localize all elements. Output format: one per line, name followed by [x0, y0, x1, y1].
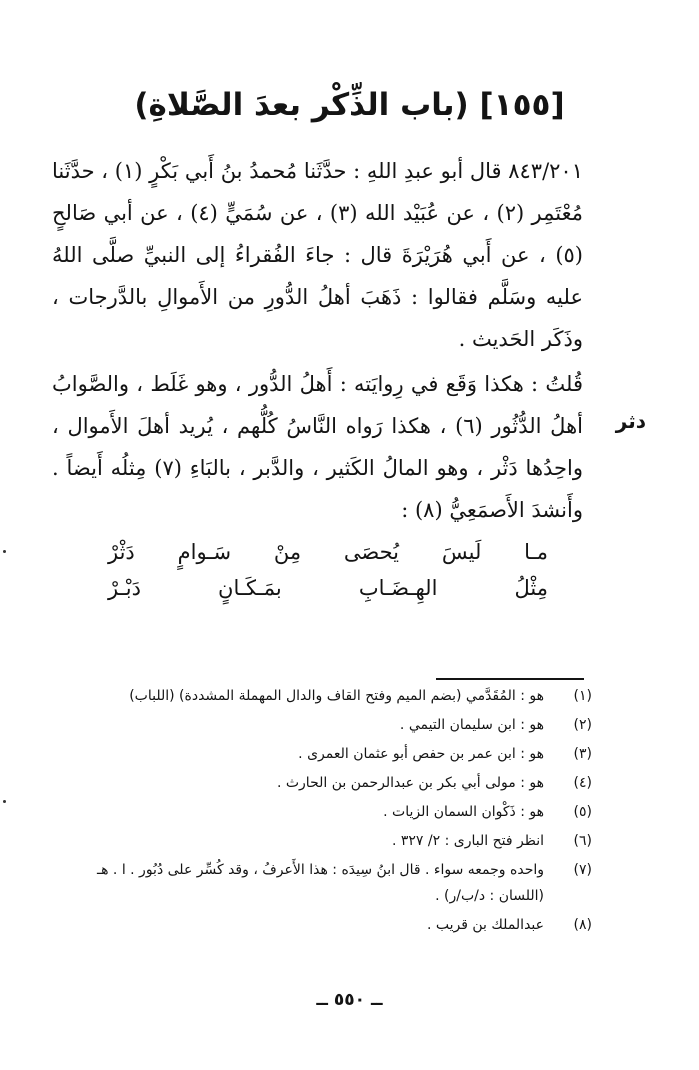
scan-speck	[3, 550, 6, 553]
verse-line-2	[108, 570, 548, 606]
footnote-number: (٧)	[573, 862, 592, 878]
footnote	[52, 828, 592, 854]
footnote	[52, 712, 592, 738]
footnote-separator	[436, 678, 584, 680]
footnote-text: هو : ذَكْوان السمان الزيات .	[383, 804, 544, 820]
footnote-text: هو : مولى أبي بكر بن عبدالرحمن بن الحارث .	[276, 775, 544, 791]
verse-word: يُحصَى	[343, 540, 400, 564]
footnote-number: (٥)	[573, 804, 592, 820]
verse-word: مـا لَيسَ	[441, 540, 548, 564]
footnote-text: هو : المُقَدَّمي (بضم الميم وفتح القاف والدال المهملة المشددة) (اللباب)	[129, 688, 544, 704]
footnote-number: (٤)	[573, 775, 592, 791]
hadith-paragraph: ٨٤٣/٢٠١ قال أبو عبدِ اللهِ : حدَّثَنا مُحمدُ بنُ أَبي بَكْرٍ (١) ، حدَّثَنا مُعْتَمِر (٢) ، عن عُبَيْد الله (٣) ، عن سُمَيٍّ (٤) ، عن أبي صَالحٍ (٥) ، عن أَبي هُرَيْرَةَ قال : جاءَ الفُقراءُ إلى النبيِّ صلَّى اللهُ عليه وسَلَّم فقالوا : ذَهَبَ أهلُ الدُّورِ من الأَموالِ بالدَّرجات ، وذَكَر الحَديث .	[52, 159, 584, 351]
page-number: ــ ٥٥٠ ــ	[316, 990, 383, 1010]
footnote	[52, 770, 592, 796]
footnote-number: (٣)	[573, 746, 592, 762]
verse-word: دَبْـرْ	[108, 576, 141, 600]
verse-line-1	[108, 534, 548, 570]
margin-note: دثر	[615, 409, 646, 433]
verse-word: الهِـضَـابِ	[358, 576, 438, 600]
footnote	[52, 683, 592, 709]
verse-word: سَـوامٍ	[177, 540, 232, 564]
footnote-number: (١)	[573, 688, 592, 704]
commentary-paragraph: قُلتُ : هكذا وَقَع في رِوايَته : أَهلُ الدُّور ، وهو غَلَط ، والصَّوابُ أهلُ الدُّثُور (٦) ، هكذا رَواه النَّاسُ كُلُّهم ، يُريد أهلَ الأَموال ، واحِدُها دَثْر ، وهو المالُ الكَثير ، والدَّبر ، بالبَاءِ (٧) مِثلُه أَيضاً . وأَنشدَ الأَصمَعِيُّ (٨) :	[52, 372, 584, 522]
footnote-number: (٦)	[573, 833, 592, 849]
footnotes	[52, 683, 592, 941]
footnote-number: (٢)	[573, 717, 592, 733]
verse-word: بمَـكَـانٍ	[218, 576, 282, 600]
footnote-text: هو : ابن سليمان التيمي .	[399, 717, 544, 733]
footnote	[52, 741, 592, 767]
verse-word: دَثْرْ	[108, 540, 135, 564]
footnote-text: انظر فتح البارى : ٢/ ٣٢٧ .	[391, 833, 544, 849]
verse-word: مِنْ	[273, 540, 302, 564]
verse-word: مِثْلُ	[514, 576, 548, 600]
footnote	[52, 799, 592, 825]
footnote-text: هو : ابن عمر بن حفص أبو عثمان العمرى .	[298, 746, 544, 762]
footnote	[52, 857, 592, 909]
chapter-title: [١٥٥] (باب الذِّكْر بعدَ الصَّلاةِ)	[134, 87, 565, 123]
footnote-text: عبدالملك بن قريب .	[426, 917, 544, 933]
footnote-text: واحده وجمعه سواء . قال ابنُ سِيدَه : هذا الأَعرفُ ، وقد كُسِّر على دُبُور . ا . هـ (اللسان : د/ب/ر) .	[96, 862, 544, 904]
footnote	[52, 912, 592, 938]
footnote-number: (٨)	[573, 917, 592, 933]
scan-speck	[3, 800, 6, 803]
